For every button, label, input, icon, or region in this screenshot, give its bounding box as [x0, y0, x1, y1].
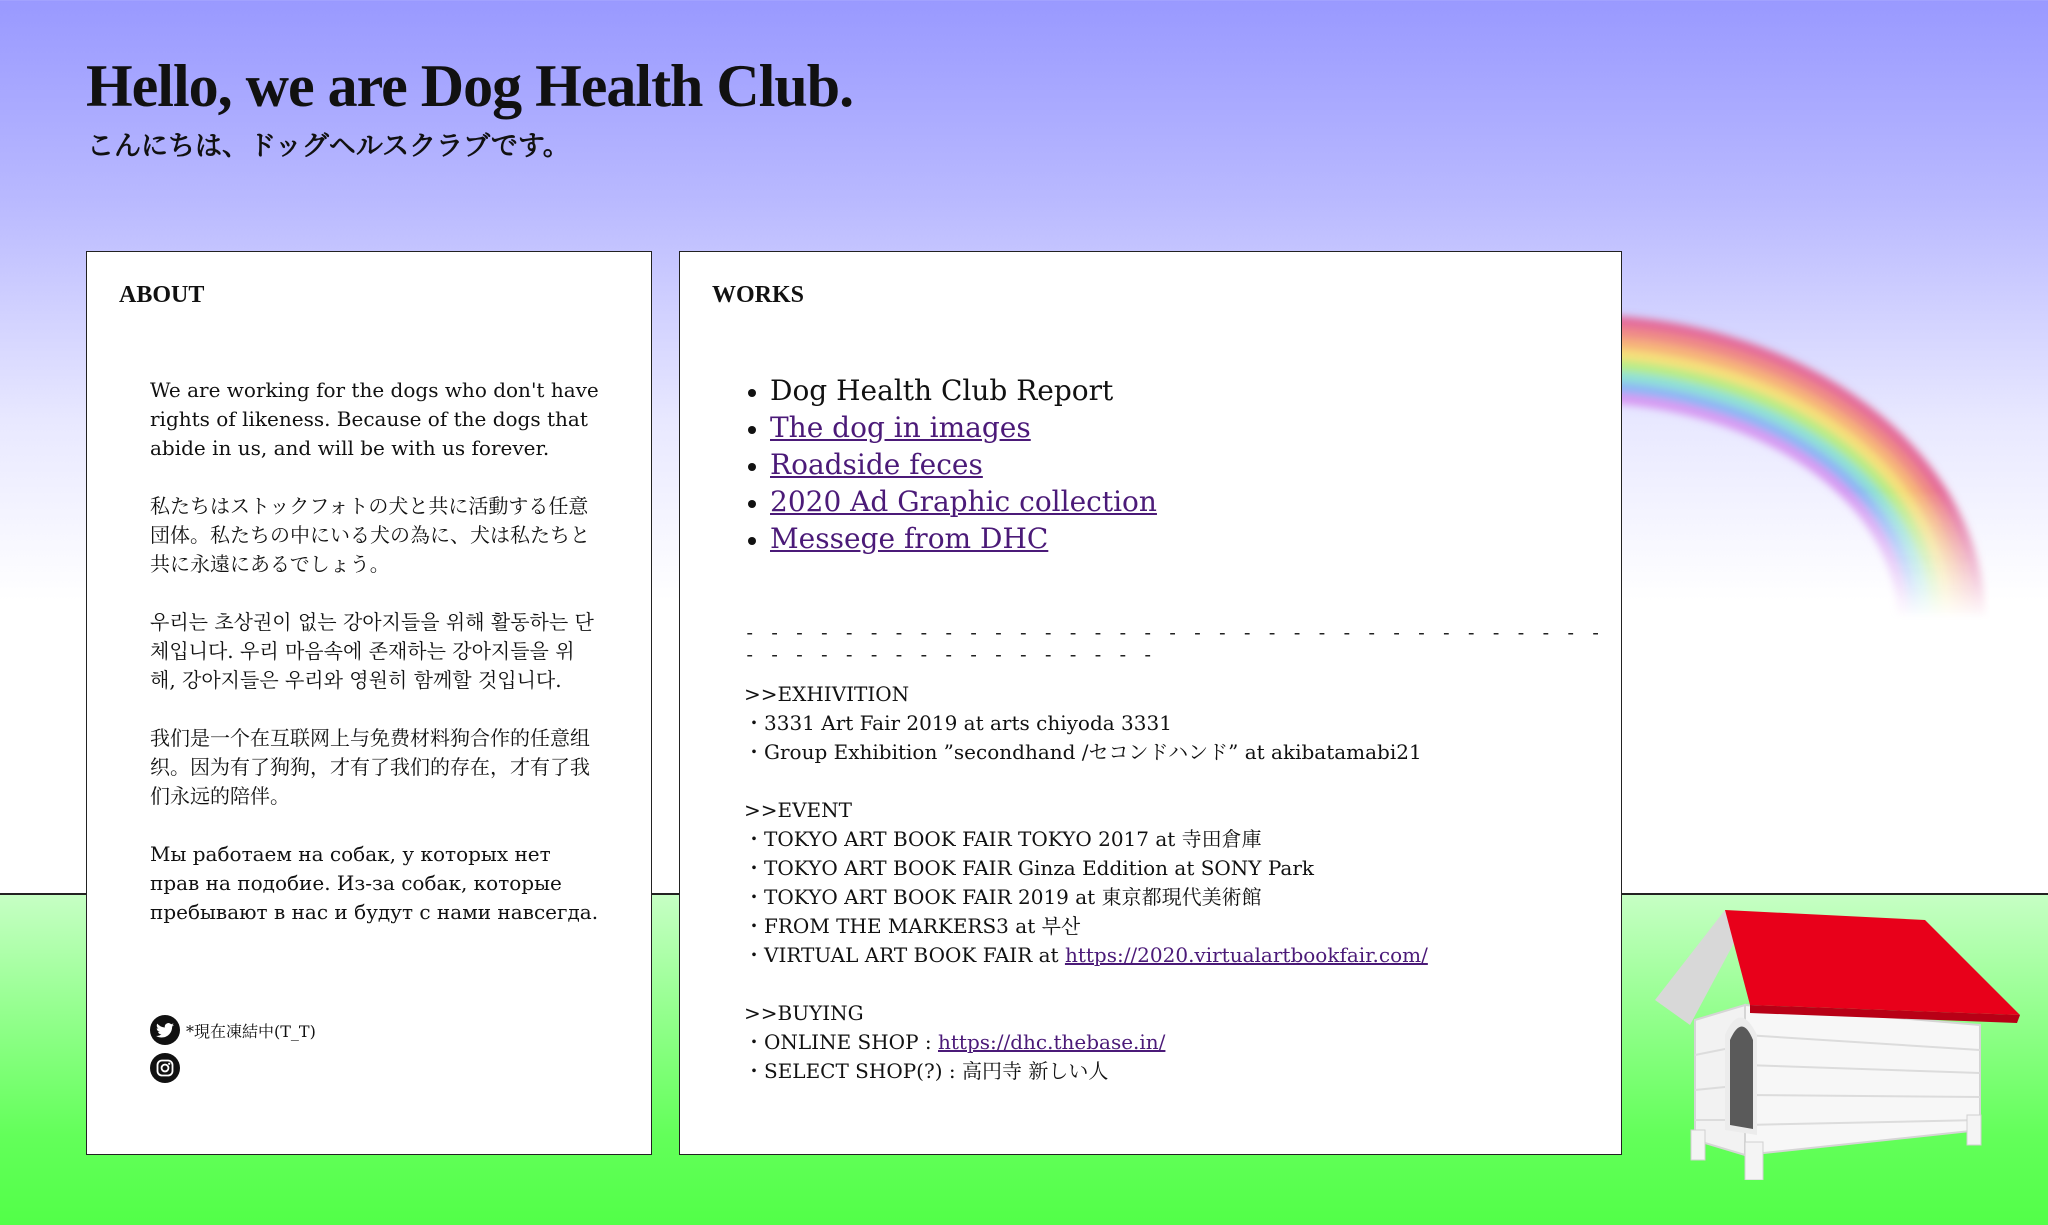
- virtual-fair-link[interactable]: https://2020.virtualartbookfair.com/: [1064, 943, 1428, 967]
- dashed-separator: - - - - - - - - - - - - - - - - - - - - - - - - - - - - - - - - - - - - - - - - - - - - - - - - - - - -: [744, 622, 1603, 666]
- doghouse-image: [1655, 905, 2020, 1180]
- twitter-note: *現在凍結中(T_T): [186, 1021, 316, 1041]
- exhibition-heading: >>EXHIVITION: [744, 682, 910, 706]
- works-link-roadside-feces[interactable]: Roadside feces: [770, 448, 983, 481]
- about-paragraph-ja: 私たちはストックフォトの犬と共に活動する任意団体。私たちの中にいる犬の為に、犬は私たちと共に永遠にあるでしょう。: [150, 494, 590, 576]
- twitter-icon[interactable]: [150, 1015, 180, 1045]
- online-shop-label: ・ONLINE SHOP :: [744, 1030, 938, 1054]
- twitter-link[interactable]: [150, 1015, 316, 1045]
- event-line: ・FROM THE MARKERS3 at 부산: [744, 914, 1081, 938]
- works-link-dog-in-images[interactable]: The dog in images: [770, 411, 1031, 444]
- virtual-fair-label: ・VIRTUAL ART BOOK FAIR at: [744, 943, 1065, 967]
- about-heading: ABOUT: [119, 282, 205, 308]
- about-panel: [86, 251, 652, 1155]
- online-shop-line: [744, 1028, 1574, 1057]
- list-item: [770, 483, 1157, 520]
- event-line: ・TOKYO ART BOOK FAIR Ginza Eddition at SONY Park: [744, 856, 1315, 880]
- page-title: Hello, we are Dog Health Club.: [86, 53, 854, 119]
- buying-section: [744, 999, 1574, 1086]
- list-item: [770, 372, 1157, 409]
- works-heading: WORKS: [712, 282, 805, 308]
- social-links: [150, 1015, 316, 1091]
- page-subtitle: こんにちは、ドッグヘルスクラブです。: [87, 131, 570, 162]
- list-item: [770, 409, 1157, 446]
- buying-heading: >>BUYING: [744, 1001, 864, 1025]
- works-panel: [679, 251, 1622, 1155]
- about-paragraph-ru: Мы работаем на собак, у которых нет прав на подобие. Из-за собак, которые пребывают в нас и будут с нами навсегда.: [150, 842, 599, 924]
- about-paragraph-zh: 我们是一个在互联网上与免费材料狗合作的任意组织。因为有了狗狗，才有了我们的存在，才有了我们永远的陪伴。: [150, 726, 590, 808]
- works-info: [744, 680, 1574, 1115]
- works-link-message[interactable]: Messege from DHC: [770, 522, 1049, 555]
- event-line: ・TOKYO ART BOOK FAIR TOKYO 2017 at 寺田倉庫: [744, 827, 1262, 851]
- works-list: [738, 372, 1157, 557]
- instagram-link[interactable]: [150, 1053, 316, 1083]
- event-line: ・TOKYO ART BOOK FAIR 2019 at 東京都現代美術館: [744, 885, 1262, 909]
- list-item: [770, 446, 1157, 483]
- instagram-icon[interactable]: [150, 1053, 180, 1083]
- about-paragraph-ko: 우리는 초상권이 없는 강아지들을 위해 활동하는 단체입니다. 우리 마음속에 존재하는 강아지들을 위해, 강아지들은 우리와 영원히 함께할 것입니다.: [150, 610, 594, 692]
- event-heading: >>EVENT: [744, 798, 852, 822]
- exhibition-line: ・3331 Art Fair 2019 at arts chiyoda 3331: [744, 711, 1172, 735]
- about-paragraph-en: We are working for the dogs who don't have rights of likeness. Because of the dogs that abide in us, and will be with us forever.: [150, 378, 599, 460]
- about-text: [150, 376, 600, 956]
- select-shop-line: ・SELECT SHOP(?) : 高円寺 新しい人: [744, 1059, 1109, 1083]
- event-section: [744, 796, 1574, 970]
- list-item: [770, 520, 1157, 557]
- works-link-ad-graphic[interactable]: 2020 Ad Graphic collection: [770, 485, 1157, 518]
- exhibition-section: [744, 680, 1574, 767]
- works-item-report: Dog Health Club Report: [770, 374, 1114, 407]
- event-line-virtual: [744, 941, 1574, 970]
- online-shop-link[interactable]: https://dhc.thebase.in/: [937, 1030, 1166, 1054]
- exhibition-line: ・Group Exhibition ”secondhand /セコンドハンド” at akibatamabi21: [744, 740, 1422, 764]
